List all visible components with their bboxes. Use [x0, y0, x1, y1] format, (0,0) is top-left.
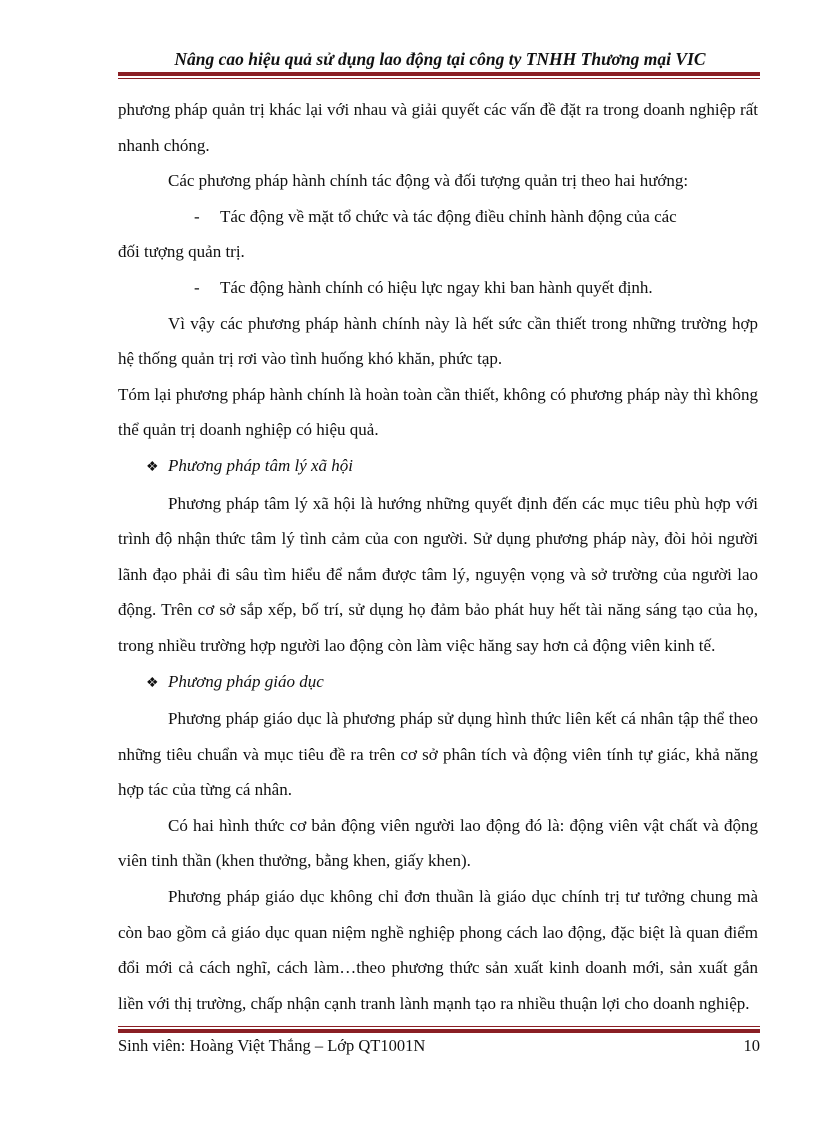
paragraph: Phương pháp giáo dục là phương pháp sử dụng hình thức liên kết cá nhân tập thể theo những tiêu chuẩn và mục tiêu đề ra trên cơ sở phân tích và động viên tính tự giác, khả năng hợp tác của từng cá nhân. — [118, 709, 758, 800]
paragraph: Phương pháp tâm lý xã hội là hướng những quyết định đến các mục tiêu phù hợp với trình độ nhận thức tâm lý tình cảm của con người. Sử dụng phương pháp này, đòi hỏi người lãnh đạo phải đi sâu tìm hiểu để nắm được tâm lý, nguyện vọng và sở trường của người lao động. Trên cơ sở sắp xếp, bố trí, sử dụng họ đảm bảo phát huy hết tài năng sáng tạo của họ, trong nhiều trường hợp người lao động còn làm việc hăng say hơn cả động viên kinh tế. — [118, 493, 758, 655]
diamond-bullet-icon: ❖ — [146, 459, 159, 475]
dash-marker: - — [194, 277, 200, 297]
list-item-continuation: đối tượng quản trị. — [118, 242, 245, 262]
dash-list-item — [118, 199, 758, 235]
header-rule-thin — [118, 78, 760, 79]
dash-marker: - — [194, 206, 200, 226]
footer-rule — [118, 1029, 760, 1033]
page-header-title: Nâng cao hiệu quả sử dụng lao động tại công ty TNHH Thương mại VIC — [174, 49, 706, 69]
section-heading — [118, 664, 758, 702]
list-item-text: Tác động hành chính có hiệu lực ngay khi ban hành quyết định. — [220, 277, 653, 297]
paragraph: Vì vậy các phương pháp hành chính này là hết sức cần thiết trong những trường hợp hệ thống quản trị rơi vào tình huống khó khăn, phức tạp. — [118, 313, 758, 369]
section-heading-text: Phương pháp tâm lý xã hội — [168, 455, 354, 475]
paragraph: Phương pháp giáo dục không chỉ đơn thuần là giáo dục chính trị tư tưởng chung mà còn bao gồm cả giáo dục quan niệm nghề nghiệp phong cách lao động, đặc biệt là quan điểm đổi mới cả cách nghĩ, cách làm…theo phương thức sản xuất kinh doanh mới, sản xuất gắn liền với thị trường, chấp nhận cạnh tranh lành mạnh tạo ra nhiều thuận lợi cho doanh nghiệp. — [118, 887, 758, 1013]
footer-rule-thin — [118, 1026, 760, 1027]
section-heading — [118, 448, 758, 486]
paragraph: Tóm lại phương pháp hành chính là hoàn toàn cần thiết, không có phương pháp này thì không thể quản trị doanh nghiệp có hiệu quả. — [118, 384, 758, 440]
footer-student: Sinh viên: Hoàng Việt Thắng – Lớp QT1001N — [118, 1036, 426, 1055]
header-rule — [118, 72, 760, 76]
list-item-text: Tác động về mặt tổ chức và tác động điều chỉnh hành động của các — [220, 206, 677, 226]
paragraph: Có hai hình thức cơ bản động viên người lao động đó là: động viên vật chất và động viên tinh thần (khen thưởng, bằng khen, giấy khen). — [118, 815, 758, 871]
dash-list-item — [118, 270, 758, 306]
paragraph: Các phương pháp hành chính tác động và đối tượng quản trị theo hai hướng: — [168, 171, 689, 191]
paragraph: phương pháp quản trị khác lại với nhau và giải quyết các vấn đề đặt ra trong doanh nghiệp rất nhanh chóng. — [118, 100, 758, 155]
diamond-bullet-icon: ❖ — [146, 675, 159, 691]
body-text — [118, 92, 758, 1021]
page-number: 10 — [743, 1036, 760, 1055]
section-heading-text: Phương pháp giáo dục — [168, 671, 324, 691]
